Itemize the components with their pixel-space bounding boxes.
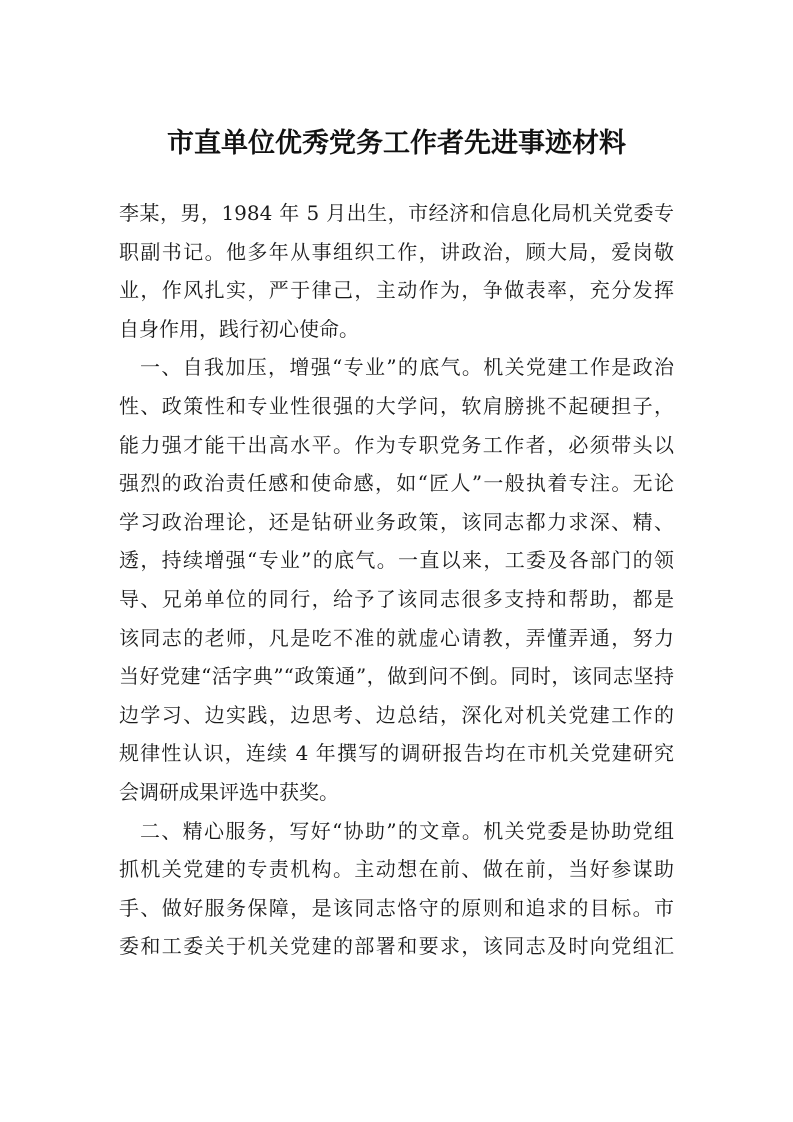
text-line: 当好党建“活字典”“政策通”，做到问不倒。同时，该同志坚持 xyxy=(119,664,674,689)
paragraph-section-two xyxy=(119,812,674,966)
text-line: 会调研成果评选中获奖。 xyxy=(119,779,339,804)
text-line: 李某，男，1984 年 5 月出生，市经济和信息化局机关党委专 xyxy=(119,201,674,225)
text-line: 自身作用，践行初心使命。 xyxy=(119,316,359,341)
text-line: 委和工委关于机关党建的部署和要求，该同志及时向党组汇 xyxy=(119,934,674,959)
text-line: 业，作风扎实，严于律己，主动作为，争做表率，充分发挥 xyxy=(119,278,674,303)
text-line: 边学习、边实践，边思考、边总结，深化对机关党建工作的 xyxy=(119,702,674,727)
text-line: 二、精心服务，写好“协助”的文章。机关党委是协助党组 xyxy=(140,818,674,843)
text-line: 一、自我加压，增强“专业”的底气。机关党建工作是政治 xyxy=(140,355,674,380)
text-line: 抓机关党建的专责机构。主动想在前、做在前，当好参谋助 xyxy=(119,857,674,882)
text-line: 职副书记。他多年从事组织工作，讲政治，顾大局，爱岗敬 xyxy=(119,239,674,264)
text-line: 导、兄弟单位的同行，给予了该同志很多支持和帮助，都是 xyxy=(119,586,674,611)
text-line: 能力强才能干出高水平。作为专职党务工作者，必须带头以 xyxy=(119,432,674,457)
text-line: 规律性认识，连续 4 年撰写的调研报告均在市机关党建研究 xyxy=(119,741,674,766)
text-line: 学习政治理论，还是钻研业务政策，该同志都力求深、精、 xyxy=(119,509,674,534)
paragraph-intro xyxy=(119,194,674,348)
text-line: 手、做好服务保障，是该同志恪守的原则和追求的目标。市 xyxy=(119,895,674,920)
text-line: 性、政策性和专业性很强的大学问，软肩膀挑不起硬担子， xyxy=(119,393,674,418)
text-line: 强烈的政治责任感和使命感，如“匠人”一般执着专注。无论 xyxy=(119,471,674,496)
document-body xyxy=(119,194,674,966)
text-line: 该同志的老师，凡是吃不准的就虚心请教，弄懂弄通，努力 xyxy=(119,625,674,650)
document-title: 市直单位优秀党务工作者先进事迹材料 xyxy=(167,128,626,159)
paragraph-section-one xyxy=(119,348,674,811)
text-line: 透，持续增强“专业”的底气。一直以来，工委及各部门的领 xyxy=(119,548,674,573)
